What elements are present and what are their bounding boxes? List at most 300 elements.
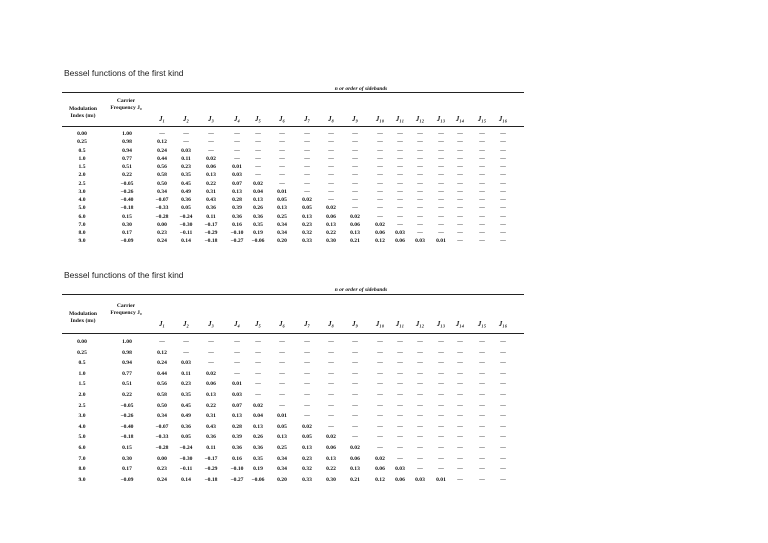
table-cell: 0.03 — [415, 238, 425, 245]
sideband-order-header: J₉ — [352, 321, 358, 328]
table-cell: — — [417, 445, 423, 451]
table-cell: 0.06 — [375, 466, 385, 473]
table-cell: — — [255, 164, 261, 170]
table-cell: 0.02 — [350, 213, 360, 220]
table-cell: — — [397, 213, 403, 220]
table-cell: 2.5 — [78, 180, 86, 187]
table-cell: — — [377, 360, 383, 367]
table-cell: — — [328, 370, 334, 377]
table-cell: — — [328, 131, 334, 137]
table-cell: 0.02 — [350, 445, 360, 451]
sideband-order-header: J₁₄ — [455, 116, 465, 123]
table-cell: — — [397, 413, 403, 420]
table-cell: — — [479, 213, 485, 220]
table-cell: — — [438, 205, 444, 212]
table-cell: 0.05 — [181, 205, 191, 212]
table-cell: 0.34 — [277, 230, 287, 236]
table-cell: −0.11 — [179, 466, 193, 473]
table-cell: 0.43 — [206, 423, 216, 430]
table-cell: 0.39 — [232, 205, 242, 212]
table-cell: — — [279, 402, 285, 409]
table-cell: 2.0 — [78, 392, 86, 398]
sideband-order-header: J₄ — [234, 321, 240, 328]
table-cell: — — [479, 131, 485, 137]
table-cell: 0.16 — [232, 455, 242, 462]
table-cell: 1.0 — [78, 155, 86, 162]
sideband-order-header: J₁₆ — [498, 321, 508, 328]
table-cell: 0.94 — [122, 360, 132, 367]
table-cell: −0.10 — [230, 230, 244, 236]
table-cell: 0.39 — [232, 434, 242, 441]
table-cell: — — [397, 360, 403, 367]
table-cell: — — [438, 360, 444, 367]
table-cell: 0.30 — [326, 476, 336, 483]
table-cell: — — [255, 172, 261, 179]
sideband-order-label: n or order of sidebands — [334, 86, 388, 92]
table-cell: 0.35 — [253, 221, 263, 228]
table-cell: 1.5 — [78, 164, 86, 170]
table-cell: — — [500, 221, 506, 228]
table-cell: 0.05 — [277, 423, 287, 430]
table-cell: — — [479, 205, 485, 212]
table-cell: — — [417, 164, 423, 170]
table-cell: — — [500, 131, 506, 137]
table-cell: 0.03 — [232, 392, 242, 398]
table-cell: 0.11 — [206, 213, 216, 220]
table-cell: 0.22 — [122, 392, 132, 398]
table-cell: — — [500, 180, 506, 187]
table-cell: −0.30 — [179, 455, 193, 462]
header-rule-top — [62, 294, 524, 295]
table-cell: — — [417, 155, 423, 162]
table-cell: — — [417, 466, 423, 473]
table-cell: 0.44 — [157, 370, 167, 377]
table-cell: — — [352, 155, 358, 162]
sideband-order-header: J₃ — [208, 321, 214, 328]
table-cell: 8.0 — [78, 466, 86, 473]
table-cell: 0.36 — [181, 197, 191, 203]
table-cell: 0.13 — [206, 392, 216, 398]
table-cell: — — [328, 360, 334, 367]
table-cell: — — [377, 139, 383, 146]
sideband-order-header: J₇ — [304, 321, 310, 328]
table-cell: — — [255, 139, 261, 146]
table-cell: 0.34 — [157, 413, 167, 420]
table-cell: 0.13 — [326, 455, 336, 462]
table-cell: 0.20 — [277, 238, 287, 245]
table-cell: — — [417, 213, 423, 220]
table-cell: −0.05 — [120, 180, 134, 187]
sideband-order-header: J₈ — [328, 116, 334, 123]
table-cell: 0.13 — [206, 172, 216, 179]
table-cell: — — [397, 434, 403, 441]
table-cell: 0.31 — [206, 188, 216, 195]
table-cell: 0.00 — [77, 131, 87, 137]
table-cell: — — [500, 197, 506, 203]
sideband-order-header: J₁₂ — [415, 116, 425, 123]
table-cell: 0.26 — [253, 434, 263, 441]
table-cell: — — [328, 188, 334, 195]
table-cell: — — [234, 370, 240, 377]
table-cell: 0.45 — [181, 180, 191, 187]
table-cell: — — [457, 402, 463, 409]
table-cell: 0.06 — [375, 230, 385, 236]
table-cell: — — [417, 230, 423, 236]
table-cell: — — [457, 221, 463, 228]
table-cell: 0.06 — [206, 164, 216, 170]
table-cell: 0.13 — [277, 205, 287, 212]
table-cell: — — [352, 349, 358, 356]
table-cell: — — [304, 139, 310, 146]
table-cell: — — [457, 172, 463, 179]
table-cell: — — [417, 370, 423, 377]
table-cell: 0.19 — [253, 230, 263, 236]
table-cell: 0.02 — [206, 370, 216, 377]
table-cell: 0.12 — [157, 349, 167, 356]
table-cell: — — [397, 197, 403, 203]
table-cell: 0.35 — [253, 455, 263, 462]
table-cell: 0.50 — [157, 402, 167, 409]
table-cell: 1.00 — [122, 339, 132, 345]
table-cell: — — [479, 188, 485, 195]
table-cell: — — [479, 455, 485, 462]
table-cell: — — [500, 392, 506, 398]
table-cell: — — [500, 147, 506, 154]
table-cell: — — [328, 197, 334, 203]
table-cell: — — [457, 381, 463, 388]
table-cell: — — [377, 197, 383, 203]
table-cell: — — [397, 180, 403, 187]
table-cell: — — [304, 349, 310, 356]
table-cell: — — [479, 370, 485, 377]
table-cell: — — [397, 147, 403, 154]
table-cell: 0.13 — [253, 423, 263, 430]
table-cell: — — [479, 339, 485, 345]
table-cell: 0.02 — [375, 455, 385, 462]
table-cell: — — [377, 434, 383, 441]
table-cell: — — [352, 188, 358, 195]
table-cell: — — [279, 339, 285, 345]
table-cell: — — [438, 147, 444, 154]
sideband-order-header: J₁₃ — [436, 116, 446, 123]
sideband-order-header: J₄ — [234, 116, 240, 123]
table-cell: −0.09 — [120, 238, 134, 245]
table-cell: 0.15 — [122, 213, 132, 220]
table-cell: — — [304, 413, 310, 420]
table-cell: — — [328, 155, 334, 162]
table-cell: — — [328, 147, 334, 154]
table-cell: — — [377, 131, 383, 137]
table-cell: — — [234, 339, 240, 345]
table-cell: 0.02 — [326, 434, 336, 441]
table-cell: — — [500, 360, 506, 367]
table-cell: 4.0 — [78, 197, 86, 203]
table-cell: — — [500, 381, 506, 388]
table-cell: — — [479, 402, 485, 409]
table-cell: — — [208, 349, 214, 356]
table-cell: — — [352, 180, 358, 187]
table-cell: 1.0 — [78, 370, 86, 377]
table-cell: 0.11 — [181, 370, 191, 377]
table-cell: 0.24 — [157, 238, 167, 245]
table-cell: — — [352, 381, 358, 388]
table-cell: 0.23 — [181, 381, 191, 388]
table-cell: 0.06 — [350, 221, 360, 228]
table-cell: 0.36 — [253, 213, 263, 220]
table-title: Bessel functions of the first kind — [64, 270, 184, 280]
table-cell: — — [479, 180, 485, 187]
table-cell: — — [457, 205, 463, 212]
table-cell: — — [255, 349, 261, 356]
table-cell: — — [479, 466, 485, 473]
table-cell: — — [500, 466, 506, 473]
sideband-order-header: J₁ — [159, 116, 165, 123]
table-cell: — — [500, 155, 506, 162]
table-cell: 0.58 — [157, 392, 167, 398]
table-cell: 0.13 — [302, 445, 312, 451]
table-cell: — — [479, 221, 485, 228]
sideband-order-header: J₁₅ — [477, 321, 487, 328]
table-cell: — — [479, 164, 485, 170]
table-cell: 0.13 — [302, 213, 312, 220]
table-cell: 4.0 — [78, 423, 86, 430]
table-cell: — — [352, 370, 358, 377]
table-cell: — — [304, 339, 310, 345]
header-rule-bottom — [62, 126, 524, 127]
table-cell: — — [479, 349, 485, 356]
table-cell: — — [183, 339, 189, 345]
table-cell: — — [479, 434, 485, 441]
sideband-order-header: J₅ — [255, 321, 261, 328]
table-cell: — — [304, 147, 310, 154]
table-cell: −0.18 — [120, 205, 134, 212]
table-cell: — — [377, 180, 383, 187]
table-cell: — — [208, 339, 214, 345]
table-cell: 0.23 — [157, 230, 167, 236]
table-cell: — — [279, 147, 285, 154]
table-cell: — — [377, 392, 383, 398]
table-cell: 0.35 — [181, 392, 191, 398]
sideband-order-header: J₂ — [183, 116, 189, 123]
table-cell: — — [377, 402, 383, 409]
table-cell: — — [479, 476, 485, 483]
table-cell: 0.13 — [232, 413, 242, 420]
table-cell: 0.32 — [302, 466, 312, 473]
table-cell: — — [417, 188, 423, 195]
table-cell: 9.0 — [78, 238, 86, 245]
table-cell: — — [479, 155, 485, 162]
table-cell: — — [377, 445, 383, 451]
table-cell: — — [183, 131, 189, 137]
table-cell: — — [377, 423, 383, 430]
table-cell: — — [352, 339, 358, 345]
table-cell: 0.5 — [78, 147, 86, 154]
table-cell: 0.23 — [181, 164, 191, 170]
table-cell: 0.06 — [326, 445, 336, 451]
table-cell: −0.29 — [204, 466, 218, 473]
table-cell: −0.07 — [155, 197, 169, 203]
table-cell: — — [479, 381, 485, 388]
table-cell: −0.40 — [120, 197, 134, 203]
table-cell: — — [397, 445, 403, 451]
table-cell: 0.13 — [232, 188, 242, 195]
table-cell: — — [328, 172, 334, 179]
table-cell: — — [377, 349, 383, 356]
header-rule-bottom — [62, 333, 524, 334]
table-cell: — — [352, 205, 358, 212]
table-cell: −0.06 — [251, 238, 265, 245]
table-cell: — — [352, 402, 358, 409]
table-cell: — — [328, 180, 334, 187]
table-cell: — — [397, 205, 403, 212]
table-cell: — — [234, 155, 240, 162]
table-cell: 0.24 — [157, 147, 167, 154]
table-cell: — — [457, 139, 463, 146]
table-cell: — — [234, 131, 240, 137]
sideband-order-header: J₁₅ — [477, 116, 487, 123]
table-cell: — — [417, 381, 423, 388]
table-cell: 0.36 — [253, 445, 263, 451]
table-cell: — — [457, 360, 463, 367]
table-cell: — — [500, 423, 506, 430]
table-cell: — — [417, 147, 423, 154]
sideband-order-header: J₆ — [279, 116, 285, 123]
table-cell: — — [208, 131, 214, 137]
table-cell: — — [457, 339, 463, 345]
table-cell: 0.04 — [253, 413, 263, 420]
table-cell: 0.01 — [277, 188, 287, 195]
table-cell: — — [279, 139, 285, 146]
table-cell: 0.01 — [436, 476, 446, 483]
table-cell: — — [417, 455, 423, 462]
table-cell: 0.36 — [206, 434, 216, 441]
table-cell: — — [328, 339, 334, 345]
table-cell: 0.22 — [206, 402, 216, 409]
table-cell: −0.17 — [204, 221, 218, 228]
table-cell: — — [438, 230, 444, 236]
table-cell: — — [328, 392, 334, 398]
table-cell: — — [500, 339, 506, 345]
table-cell: 0.26 — [253, 205, 263, 212]
table-cell: 0.44 — [157, 155, 167, 162]
table-cell: — — [479, 238, 485, 245]
table-cell: — — [377, 155, 383, 162]
table-cell: 0.21 — [350, 476, 360, 483]
table-cell: 7.0 — [78, 455, 86, 462]
table-cell: 0.02 — [253, 402, 263, 409]
sideband-order-header: J₁₄ — [455, 321, 465, 328]
table-cell: — — [417, 423, 423, 430]
table-cell: — — [500, 370, 506, 377]
table-cell: — — [500, 455, 506, 462]
table-cell: 0.11 — [181, 155, 191, 162]
table-cell: 0.02 — [206, 155, 216, 162]
sideband-order-header: J₁₃ — [436, 321, 446, 328]
table-cell: 0.03 — [395, 230, 405, 236]
table-cell: 9.0 — [78, 476, 86, 483]
table-cell: 0.07 — [232, 180, 242, 187]
table-cell: — — [377, 339, 383, 345]
sideband-order-label: n or order of sidebands — [334, 287, 388, 293]
sideband-order-header: J₁₁ — [395, 321, 405, 328]
table-cell: — — [255, 147, 261, 154]
table-cell: 0.36 — [232, 445, 242, 451]
table-cell: 0.24 — [157, 360, 167, 367]
table-cell: −0.24 — [179, 445, 193, 451]
table-cell: 0.36 — [206, 205, 216, 212]
table-cell: 0.34 — [277, 466, 287, 473]
sideband-order-header: J₁₁ — [395, 116, 405, 123]
table-cell: 0.35 — [181, 172, 191, 179]
table-cell: 0.03 — [181, 147, 191, 154]
table-cell: — — [183, 139, 189, 146]
table-cell: 0.49 — [181, 413, 191, 420]
table-cell: — — [500, 402, 506, 409]
table-cell: — — [479, 172, 485, 179]
table-cell: −0.30 — [179, 221, 193, 228]
table-cell: 0.13 — [253, 197, 263, 203]
table-cell: 0.36 — [232, 213, 242, 220]
table-cell: — — [279, 155, 285, 162]
table-cell: — — [457, 392, 463, 398]
sideband-order-header: J₁₆ — [498, 116, 508, 123]
table-cell: — — [438, 466, 444, 473]
sideband-order-header: J₈ — [328, 321, 334, 328]
table-cell: — — [417, 413, 423, 420]
table-cell: 5.0 — [78, 205, 86, 212]
table-cell: 0.23 — [302, 455, 312, 462]
table-cell: 0.77 — [122, 370, 132, 377]
table-cell: — — [438, 155, 444, 162]
table-cell: — — [304, 180, 310, 187]
table-cell: 0.02 — [253, 180, 263, 187]
table-cell: 0.20 — [277, 476, 287, 483]
table-cell: 0.04 — [253, 188, 263, 195]
table-cell: — — [304, 131, 310, 137]
table-cell: — — [500, 205, 506, 212]
table-cell: 0.03 — [232, 172, 242, 179]
table-cell: 2.5 — [78, 402, 86, 409]
table-cell: — — [417, 180, 423, 187]
table-cell: — — [377, 205, 383, 212]
table-cell: — — [500, 164, 506, 170]
table-cell: −0.24 — [179, 213, 193, 220]
table-cell: — — [159, 131, 165, 137]
table-cell: — — [417, 131, 423, 137]
table-cell: 0.01 — [277, 413, 287, 420]
table-cell: 3.0 — [78, 413, 86, 420]
table-cell: — — [500, 434, 506, 441]
table-cell: — — [457, 230, 463, 236]
table-cell: — — [352, 197, 358, 203]
table-cell: — — [397, 370, 403, 377]
table-cell: — — [457, 188, 463, 195]
table-cell: — — [328, 413, 334, 420]
table-cell: — — [457, 466, 463, 473]
table-cell: −0.29 — [204, 230, 218, 236]
table-cell: 0.13 — [277, 434, 287, 441]
table-cell: — — [417, 349, 423, 356]
table-cell: — — [457, 197, 463, 203]
table-cell: — — [438, 455, 444, 462]
table-cell: — — [457, 238, 463, 245]
table-cell: — — [397, 339, 403, 345]
table-cell: 0.06 — [326, 213, 336, 220]
table-cell: — — [279, 172, 285, 179]
table-cell: 0.15 — [122, 445, 132, 451]
table-cell: — — [352, 139, 358, 146]
table-title: Bessel functions of the first kind — [64, 68, 184, 78]
